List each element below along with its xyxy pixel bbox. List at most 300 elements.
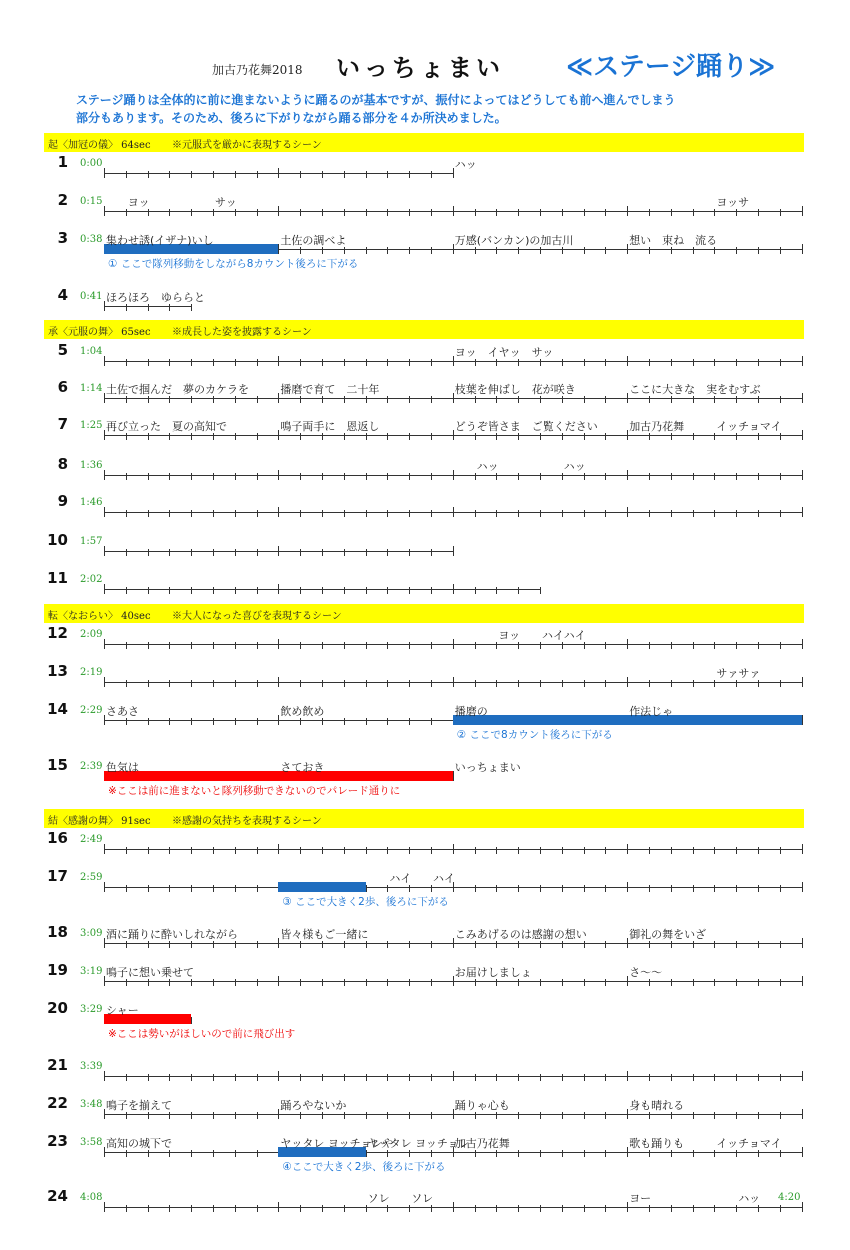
beat-tick [257, 642, 258, 649]
timeline-row [0, 531, 850, 569]
beat-tick [496, 847, 497, 854]
beat-tick [605, 1074, 606, 1081]
movement-note: ④ここで大きく2歩、後ろに下がる [282, 1161, 446, 1173]
beat-tick [387, 510, 388, 517]
beat-tick [191, 209, 192, 216]
lyric-text: 色気は [106, 761, 139, 774]
beat-tick [540, 642, 541, 649]
row-start-time: 3:09 [80, 928, 103, 939]
beat-tick [475, 209, 476, 216]
lyric-text: 鳴子を揃えて [106, 1099, 172, 1112]
beat-tick [213, 941, 214, 948]
beat-tick [213, 549, 214, 556]
beat-tick [802, 1071, 803, 1081]
beat-tick [758, 847, 759, 854]
beat-tick [431, 680, 432, 687]
timeline-row [0, 756, 850, 797]
beat-tick [693, 1074, 694, 1081]
beat-tick [780, 979, 781, 986]
beat-tick [235, 718, 236, 725]
beat-tick [257, 718, 258, 725]
beat-tick [126, 433, 127, 440]
beat-tick [126, 304, 127, 311]
row-start-time: 2:59 [80, 872, 103, 883]
row-number: 1 [57, 153, 68, 171]
beat-tick [518, 587, 519, 594]
beat-tick [605, 510, 606, 517]
beat-tick [213, 510, 214, 517]
beat-tick [148, 1112, 149, 1119]
beat-tick [758, 433, 759, 440]
beat-tick [605, 1150, 606, 1157]
beat-tick [584, 433, 585, 440]
beat-tick [387, 979, 388, 986]
beat-tick [562, 1150, 563, 1157]
beat-tick [496, 941, 497, 948]
beat-tick [758, 510, 759, 517]
beat-tick [409, 510, 410, 517]
beat-tick [475, 510, 476, 517]
beat-tick [475, 941, 476, 948]
beat-tick [649, 979, 650, 986]
beat-tick [736, 1074, 737, 1081]
movement-note: ③ ここで大きく2歩、後ろに下がる [282, 896, 449, 908]
section-label: 承〈元服の舞〉 65sec [48, 327, 151, 338]
beat-tick [366, 1205, 367, 1212]
beat-tick [366, 549, 367, 556]
beat-tick [104, 639, 105, 649]
section-label: 転〈なおらい〉 40sec [48, 611, 151, 622]
beat-tick [780, 510, 781, 517]
lyric-text: 踊ろやないか [280, 1099, 347, 1112]
beat-tick [496, 247, 497, 254]
lyric-text: イッチョマイ [716, 420, 782, 433]
beat-tick [736, 433, 737, 440]
beat-tick [496, 359, 497, 366]
beat-tick [257, 979, 258, 986]
beat-tick [802, 430, 803, 440]
beat-tick [758, 1150, 759, 1157]
lyric-text: 鳴子に想い乗せて [106, 966, 194, 979]
beat-tick [104, 1147, 105, 1157]
beat-tick [366, 941, 367, 948]
beat-tick [518, 1205, 519, 1212]
beat-tick [126, 359, 127, 366]
beat-tick [453, 639, 454, 649]
beat-tick [191, 359, 192, 366]
beat-tick [235, 979, 236, 986]
beat-tick [496, 510, 497, 517]
beat-tick [126, 1150, 127, 1157]
beat-tick [366, 396, 367, 403]
beat-tick [169, 510, 170, 517]
lyric-text: 飲め飲め [280, 705, 325, 718]
beat-tick [518, 247, 519, 254]
lyric-text: ヨッ [498, 629, 521, 642]
beat-tick [213, 718, 214, 725]
lyric-text: 御礼の舞をいざ [629, 928, 707, 941]
beat-tick [671, 247, 672, 254]
beat-tick [104, 882, 105, 892]
beat-tick [148, 433, 149, 440]
beat-tick [802, 677, 803, 687]
movement-note: ※ここは前に進まないと隊列移動できないのでパレード通りに [108, 785, 401, 797]
timeline-row [0, 569, 850, 607]
beat-tick [453, 1202, 454, 1212]
beat-tick [649, 941, 650, 948]
beat-tick [758, 941, 759, 948]
intro-line-1: ステージ踊りは全体的に前に進まないように踊るのが基本ですが、振付によってはどうしても前へ進んでしまう [76, 93, 676, 107]
timeline-row [0, 867, 850, 908]
beat-tick [780, 247, 781, 254]
beat-tick [300, 359, 301, 366]
beat-tick [300, 587, 301, 594]
beat-tick [758, 979, 759, 986]
beat-tick [758, 1112, 759, 1119]
beat-tick [213, 1205, 214, 1212]
beat-tick [584, 1150, 585, 1157]
beat-tick [518, 642, 519, 649]
beat-tick [300, 979, 301, 986]
beat-tick [518, 209, 519, 216]
beat-tick [169, 642, 170, 649]
beat-tick [475, 1112, 476, 1119]
beat-tick [257, 1150, 258, 1157]
beat-tick [431, 510, 432, 517]
beat-tick [736, 1205, 737, 1212]
beat-tick [104, 430, 105, 440]
beat-tick [431, 433, 432, 440]
beat-tick [431, 979, 432, 986]
beat-tick [605, 433, 606, 440]
beat-tick [344, 979, 345, 986]
beat-axis [104, 1109, 802, 1119]
beat-tick [191, 680, 192, 687]
beat-tick [366, 359, 367, 366]
beat-tick [518, 1150, 519, 1157]
beat-tick [278, 584, 279, 594]
beat-tick [126, 1074, 127, 1081]
beat-tick [387, 941, 388, 948]
beat-tick [257, 359, 258, 366]
beat-tick [693, 642, 694, 649]
beat-tick [278, 393, 279, 403]
lyric-text: 酒に踊りに酔いしれながら [106, 928, 238, 941]
beat-tick [584, 1112, 585, 1119]
section-note: ※成長した姿を披露するシーン [172, 327, 312, 338]
beat-tick [693, 209, 694, 216]
beat-tick [126, 718, 127, 725]
row-number: 17 [47, 867, 68, 885]
beat-tick [475, 847, 476, 854]
lyric-text: 万感(バンカン)の加古川 [454, 234, 574, 247]
beat-tick [300, 433, 301, 440]
lyric-text: さておき [280, 761, 325, 774]
beat-tick [169, 1112, 170, 1119]
beat-tick [344, 247, 345, 254]
beat-tick [257, 433, 258, 440]
beat-tick [191, 1205, 192, 1212]
beat-tick [605, 680, 606, 687]
beat-tick [366, 587, 367, 594]
beat-tick [714, 433, 715, 440]
row-number: 15 [47, 756, 68, 774]
beat-tick [475, 587, 476, 594]
beat-tick [627, 677, 628, 687]
beat-tick [409, 979, 410, 986]
section-bar-ki [44, 133, 804, 152]
beat-tick [278, 507, 279, 517]
beat-tick [627, 507, 628, 517]
movement-note: ① ここで隊列移動をしながら8カウント後ろに下がる [108, 258, 359, 270]
beat-tick [431, 941, 432, 948]
beat-tick [627, 1071, 628, 1081]
beat-tick [409, 549, 410, 556]
lyric-text: 歌も踊りも [629, 1137, 685, 1150]
beat-tick [758, 247, 759, 254]
beat-tick [104, 301, 105, 311]
beat-tick [126, 549, 127, 556]
beat-tick [453, 844, 454, 854]
beat-tick [649, 885, 650, 892]
beat-tick [518, 473, 519, 480]
beat-tick [693, 396, 694, 403]
beat-tick [366, 433, 367, 440]
beat-tick [235, 510, 236, 517]
beat-tick [213, 433, 214, 440]
beat-tick [714, 1150, 715, 1157]
timeline-row [0, 1132, 850, 1173]
beat-tick [714, 359, 715, 366]
beat-tick [671, 680, 672, 687]
beat-tick [714, 979, 715, 986]
beat-tick [780, 396, 781, 403]
beat-tick [496, 1205, 497, 1212]
beat-tick [213, 885, 214, 892]
beat-tick [671, 1150, 672, 1157]
beat-tick [322, 510, 323, 517]
beat-tick [584, 359, 585, 366]
beat-tick [387, 718, 388, 725]
row-number: 19 [47, 961, 68, 979]
beat-tick [714, 473, 715, 480]
beat-tick [300, 1074, 301, 1081]
beat-tick [409, 171, 410, 178]
beat-tick [496, 587, 497, 594]
beat-tick [257, 1205, 258, 1212]
beat-tick [126, 680, 127, 687]
beat-tick [191, 473, 192, 480]
beat-tick [475, 433, 476, 440]
beat-tick [736, 510, 737, 517]
beat-tick [344, 473, 345, 480]
beat-tick [278, 976, 279, 986]
beat-tick [431, 359, 432, 366]
beat-tick [148, 847, 149, 854]
row-number: 4 [57, 286, 68, 304]
beat-tick [300, 171, 301, 178]
beat-tick [562, 979, 563, 986]
lyric-text: 播磨の [454, 705, 488, 718]
beat-tick [802, 1147, 803, 1157]
beat-tick [235, 433, 236, 440]
beat-tick [235, 587, 236, 594]
beat-tick [366, 1112, 367, 1119]
timeline-row [0, 700, 850, 741]
beat-tick [475, 680, 476, 687]
lyric-text: どうぞ皆さま ご覧ください [454, 420, 598, 433]
beat-tick [693, 1150, 694, 1157]
beat-tick [671, 642, 672, 649]
beat-tick [562, 885, 563, 892]
beat-tick [496, 979, 497, 986]
beat-tick [387, 396, 388, 403]
beat-tick [322, 718, 323, 725]
beat-tick [584, 473, 585, 480]
beat-tick [584, 847, 585, 854]
beat-tick [736, 209, 737, 216]
beat-tick [322, 1205, 323, 1212]
beat-tick [562, 359, 563, 366]
beat-tick [736, 885, 737, 892]
beat-tick [344, 680, 345, 687]
row-number: 5 [57, 341, 68, 359]
beat-tick [366, 680, 367, 687]
beat-tick [322, 680, 323, 687]
beat-tick [213, 642, 214, 649]
beat-tick [780, 941, 781, 948]
beat-tick [540, 209, 541, 216]
beat-tick [213, 1112, 214, 1119]
lyric-text: サァサァ [716, 667, 761, 680]
beat-tick [584, 885, 585, 892]
beat-tick [475, 642, 476, 649]
beat-tick [605, 359, 606, 366]
beat-tick [387, 680, 388, 687]
beat-tick [257, 941, 258, 948]
beat-tick [431, 1205, 432, 1212]
beat-tick [649, 247, 650, 254]
beat-tick [802, 1109, 803, 1119]
lyric-text: サッ [215, 196, 237, 209]
beat-tick [649, 433, 650, 440]
beat-tick [627, 639, 628, 649]
beat-tick [431, 718, 432, 725]
beat-tick [322, 247, 323, 254]
beat-tick [758, 642, 759, 649]
beat-tick [169, 1205, 170, 1212]
row-start-time: 3:58 [80, 1137, 103, 1148]
beat-tick [540, 396, 541, 403]
beat-tick [169, 359, 170, 366]
beat-tick [540, 433, 541, 440]
beat-tick [104, 168, 105, 178]
beat-tick [366, 510, 367, 517]
beat-tick [518, 433, 519, 440]
beat-tick [300, 549, 301, 556]
beat-tick [540, 587, 541, 594]
beat-tick [191, 885, 192, 892]
beat-tick [366, 473, 367, 480]
lyric-text: ハッ [563, 460, 586, 473]
beat-tick [322, 1074, 323, 1081]
beat-tick [387, 433, 388, 440]
beat-tick [322, 359, 323, 366]
beat-tick [475, 885, 476, 892]
beat-tick [409, 847, 410, 854]
lyric-text: 再び立った 夏の高知で [106, 420, 227, 433]
beat-tick [278, 938, 279, 948]
beat-tick [562, 1074, 563, 1081]
beat-tick [649, 396, 650, 403]
beat-tick [475, 473, 476, 480]
beat-tick [169, 549, 170, 556]
beat-tick [278, 639, 279, 649]
beat-tick [191, 979, 192, 986]
beat-tick [802, 1202, 803, 1212]
beat-tick [191, 718, 192, 725]
beat-tick [235, 642, 236, 649]
row-start-time: 0:41 [80, 291, 103, 302]
beat-tick [736, 642, 737, 649]
beat-tick [693, 680, 694, 687]
beat-tick [191, 587, 192, 594]
beat-tick [191, 304, 192, 311]
beat-tick [300, 247, 301, 254]
beat-tick [475, 396, 476, 403]
beat-tick [693, 1112, 694, 1119]
beat-tick [104, 206, 105, 216]
beat-tick [300, 510, 301, 517]
row-number: 9 [57, 492, 68, 510]
beat-tick [366, 718, 367, 725]
row-start-time: 3:29 [80, 1004, 103, 1015]
beat-tick [235, 396, 236, 403]
lyric-text: お届けしましょ [454, 966, 532, 979]
beat-tick [540, 1112, 541, 1119]
beat-tick [453, 1071, 454, 1081]
beat-tick [366, 1074, 367, 1081]
beat-tick [540, 1074, 541, 1081]
beat-tick [780, 885, 781, 892]
row-number: 8 [57, 455, 68, 473]
beat-tick [387, 885, 388, 892]
beat-tick [366, 247, 367, 254]
beat-tick [366, 979, 367, 986]
beat-tick [126, 847, 127, 854]
beat-tick [540, 1205, 541, 1212]
beat-tick [344, 549, 345, 556]
beat-tick [693, 433, 694, 440]
beat-tick [257, 587, 258, 594]
beat-tick [431, 171, 432, 178]
beat-tick [300, 473, 301, 480]
beat-tick [431, 396, 432, 403]
beat-tick [518, 1112, 519, 1119]
row-start-time: 2:19 [80, 667, 103, 678]
beat-tick [213, 587, 214, 594]
beat-tick [540, 979, 541, 986]
beat-tick [736, 847, 737, 854]
beat-tick [387, 1112, 388, 1119]
beat-tick [671, 396, 672, 403]
beat-tick [300, 941, 301, 948]
row-start-time: 3:39 [80, 1061, 103, 1072]
beat-tick [736, 1112, 737, 1119]
beat-tick [344, 1205, 345, 1212]
row-start-time: 1:14 [80, 383, 103, 394]
beat-tick [322, 941, 323, 948]
